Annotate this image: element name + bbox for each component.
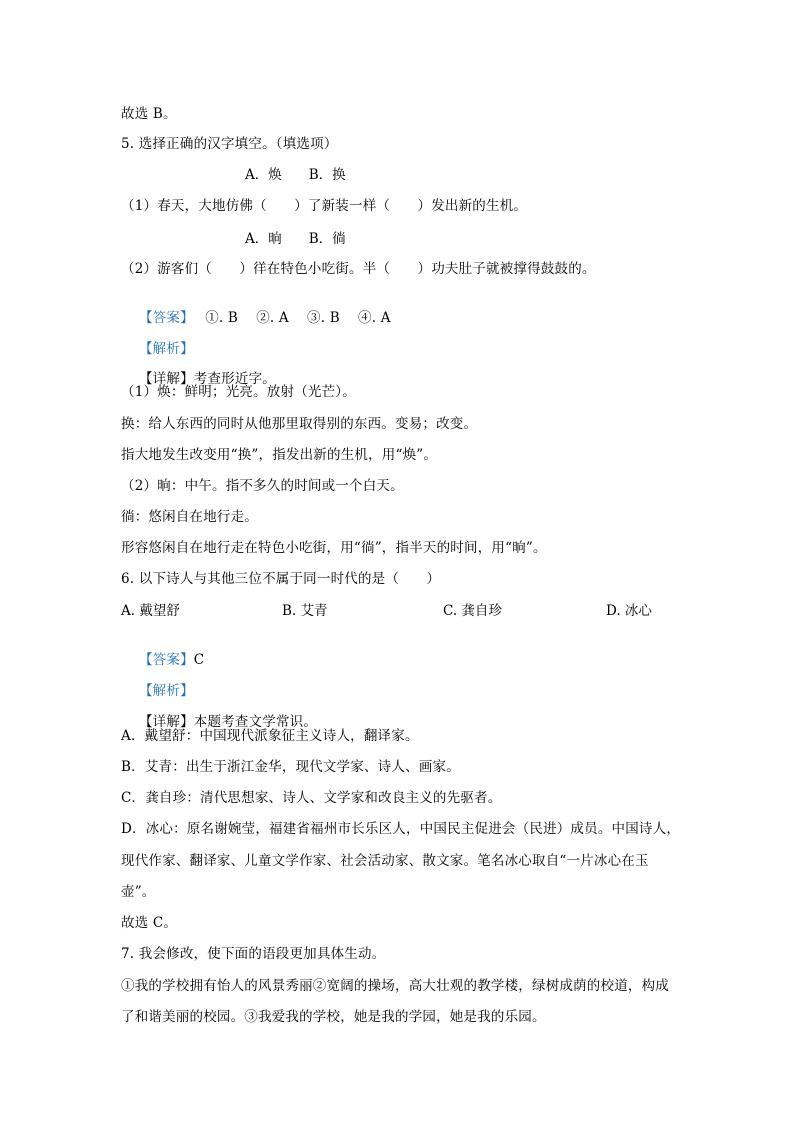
- detail-tag: 【详解】: [138, 714, 194, 730]
- question-6-title: 6. 以下诗人与其他三位不属于同一时代的是（ ）: [121, 571, 441, 587]
- question-5-sentence-2: （2）游客们（ ）徉在特色小吃街。半（ ）功夫肚子就被撑得鼓鼓的。: [121, 261, 596, 277]
- text-line: C．龚自珍：清代思想家、诗人、文学家和改良主义的先驱者。: [121, 790, 502, 806]
- choice-d: D. 冰心: [606, 603, 652, 619]
- text-line: （1）焕：鲜明；光亮。放射（光芒）。: [121, 384, 356, 400]
- text-line: 现代作家、翻译家、儿童文学作家、社会活动家、散文家。笔名冰心取自“一片冰心在玉: [121, 853, 649, 869]
- text-line: 指大地发生改变用“换”，指发出新的生机，用“焕”。: [121, 447, 438, 463]
- choice-a: A. 戴望舒: [121, 603, 180, 619]
- analysis-tag: 【解析】: [138, 683, 194, 699]
- answer-text: C: [193, 652, 205, 668]
- text-line: B．艾青：出生于浙江金华，现代文学家、诗人、画家。: [121, 759, 460, 775]
- text-line: 换：给人东西的同时从他那里取得别的东西。变易；改变。: [121, 416, 478, 432]
- text-line: 故选 B。: [121, 106, 177, 122]
- analysis-tag: 【解析】: [138, 341, 194, 357]
- detail-text: 考查形近字。: [193, 371, 276, 387]
- detail-tag: 【详解】: [138, 371, 194, 387]
- answer-text: ①. B ②. A ③. B ④. A: [187, 310, 391, 326]
- question-5-options-1: A．焕 B．换: [245, 167, 346, 183]
- choice-c: C. 龚自珍: [443, 603, 502, 619]
- text-line: （2）晌：中午。指不多久的时间或一个白天。: [121, 478, 404, 494]
- text-line: D．冰心：原名谢婉莹，福建省福州市长乐区人，中国民主促进会（民进）成员。中国诗人，: [121, 821, 681, 837]
- text-line: ①我的学校拥有怡人的风景秀丽②宽阔的操场，高大壮观的教学楼，绿树成荫的校道，构成: [121, 978, 669, 994]
- answer-tag: 【答案】: [138, 310, 188, 326]
- question-5-title: 5. 选择正确的汉字填空。（填选项）: [121, 136, 338, 152]
- text-line: 形容悠闲自在地行走在特色小吃街，用“徜”，指半天的时间，用“晌”。: [121, 540, 547, 556]
- question-5-options-2: A．晌 B．徜: [245, 231, 346, 247]
- text-line: 故选 C。: [121, 915, 178, 931]
- text-line: 了和谐美丽的校园。③我爱我的学校，她是我的学园，她是我的乐园。: [121, 1009, 546, 1025]
- choice-b: B. 艾青: [282, 603, 328, 619]
- text-line: 徜：悠闲自在地行走。: [121, 509, 258, 525]
- question-7-title: 7. 我会修改，使下面的语段更加具体生动。: [121, 946, 386, 962]
- text-line: 壶”。: [121, 884, 156, 900]
- detail-text: 本题考查文学常识。: [193, 714, 318, 730]
- question-5-sentence-1: （1）春天，大地仿佛（ ）了新装一样（ ）发出新的生机。: [121, 198, 528, 214]
- answer-tag: 【答案】: [138, 652, 194, 668]
- text-line: A．戴望舒：中国现代派象征主义诗人，翻译家。: [121, 728, 419, 744]
